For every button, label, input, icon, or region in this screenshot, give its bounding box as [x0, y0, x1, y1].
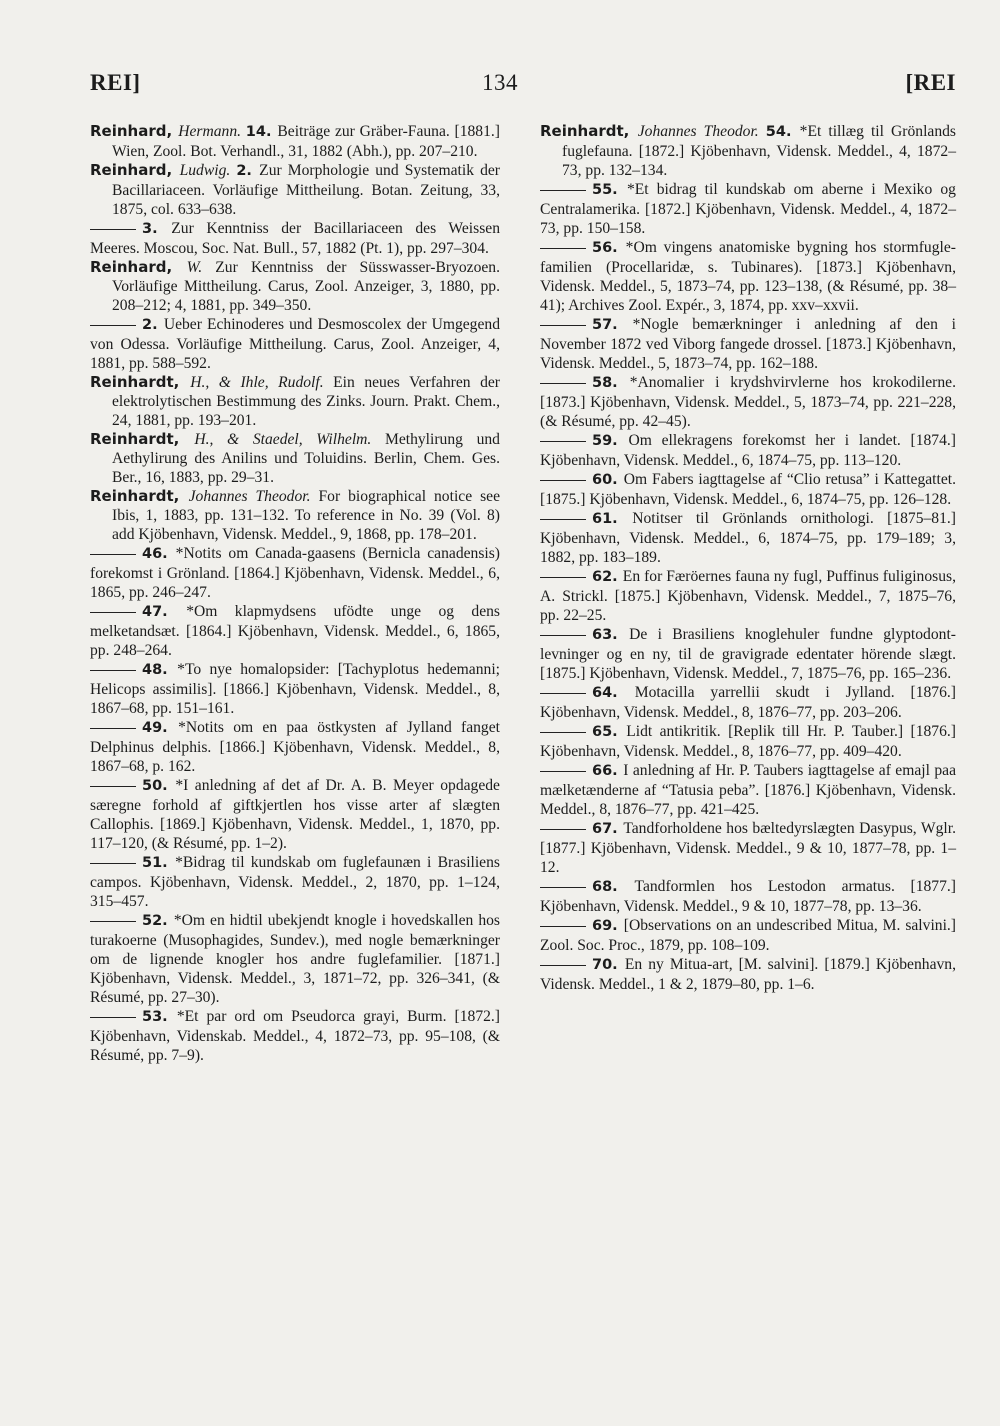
bibliography-entry [540, 683, 956, 722]
ditto-dash [540, 829, 586, 830]
bibliography-entry [540, 625, 956, 683]
entry-number: 2. [236, 163, 260, 179]
entry-number: 63. [592, 627, 630, 643]
ditto-dash [540, 248, 586, 249]
bibliography-entry [90, 602, 500, 660]
bibliography-entry [90, 911, 500, 1007]
entry-number: 2. [142, 317, 164, 333]
bibliography-entry [90, 660, 500, 718]
author-name: Reinhard, [90, 258, 187, 276]
bibliography-entry [90, 544, 500, 602]
entry-text: *Om klapmydsens ufödte unge og dens melketandsæt. [1864.] Kjöbenhavn, Vidensk. Meddel., 6, 1865, pp. 248–264. [90, 603, 500, 659]
author-given-name: W. [186, 259, 216, 276]
entry-number: 51. [142, 855, 176, 871]
entry-number: 53. [142, 1009, 177, 1025]
ditto-dash [540, 771, 586, 772]
right-column [540, 122, 956, 994]
author-name: Reinhard, [90, 122, 179, 140]
ditto-dash [540, 480, 586, 481]
author-given-name: Hermann. [178, 123, 246, 140]
entry-number: 68. [592, 879, 635, 895]
ditto-dash [540, 190, 586, 191]
ditto-dash [90, 554, 136, 555]
author-name: Reinhard, [90, 161, 180, 179]
entry-text: *Anomalier i krydshvirvlerne hos krokodilerne. [1873.] Kjöbenhavn, Vidensk. Meddel., 5, 1873–74, pp. 221–228, (& Résumé, pp. 42–45). [540, 374, 956, 430]
author-name: Reinhardt, [90, 373, 191, 391]
entry-text: Beiträge zur Gräber-Fauna. [1881.] Wien, Zool. Bot. Verhandl., 31, 1882 (Abh.), pp. 207–210. [112, 123, 500, 160]
bibliography-entry [540, 180, 956, 238]
entry-text: *Om vingens anatomiske bygning hos stormfugle-familien (Procellaridæ, s. Tubinares). [1873.] Kjöbenhavn, Vidensk. Meddel., 5, 1873–74, pp. 123–138, (& Résumé, pp. 38–41); Archives Zool. Expér., 3, 1874, pp. xxv–xxvii. [540, 239, 956, 314]
entry-number: 69. [592, 918, 624, 934]
entry-text: Zur Kenntniss der Süsswasser-Bryozoen. Vorläufige Mittheilung. Carus, Zool. Anzeiger, 3, 1880, pp. 208–212; 4, 1881, pp. 349–350. [112, 259, 500, 314]
entry-number: 58. [592, 375, 630, 391]
entry-text: *Et par ord om Pseudorca grayi, Burm. [1872.] Kjöbenhavn, Videnskab. Meddel., 4, 1872–73, pp. 95–108, (& Résumé, pp. 7–9). [90, 1008, 500, 1064]
ditto-dash [540, 577, 586, 578]
entry-text: Motacilla yarrellii skudt i Jylland. [1876.] Kjöbenhavn, Vidensk. Meddel., 8, 1876–77, pp. 203–206. [540, 684, 956, 721]
entry-text: I anledning af Hr. P. Taubers iagttagelse af emajl paa mælketænderne af “Tatusia peba”. [1876.] Kjöbenhavn, Vidensk. Meddel., 8, 1876–77, pp. 421–425. [540, 762, 956, 818]
ditto-dash [90, 786, 136, 787]
entry-text: Ein neues Verfahren der elektrolytischen Bestimmung des Zinks. Journ. Prakt. Chem., 24, 1881, pp. 193–201. [112, 374, 500, 429]
entry-number: 65. [592, 724, 627, 740]
ditto-dash [540, 926, 586, 927]
entry-number: 61. [592, 511, 633, 527]
entry-text: *Om en hidtil ubekjendt knogle i hovedskallen hos turakoerne (Musophagides, Sundev.), med nogle bemærkninger om de lignende knogler hos andre fuglefamilier. [1871.] Kjöbenhavn, Vidensk. Meddel., 3, 1871–72, pp. 326–341, (& Résumé, pp. 27–30). [90, 912, 500, 1006]
header-left-key: REI] [90, 70, 141, 95]
bibliography-entry [540, 238, 956, 315]
entry-number: 55. [592, 182, 627, 198]
author-name: Reinhardt, [90, 430, 195, 448]
ditto-dash [90, 229, 136, 230]
bibliography-entry [540, 470, 956, 509]
ditto-dash [90, 863, 136, 864]
entry-text: *Notits om Canada-gaasens (Bernicla canadensis) forekomst i Grönland. [1864.] Kjöbenhavn, Vidensk. Meddel., 6, 1865, pp. 246–247. [90, 545, 500, 601]
bibliography-entry [90, 258, 500, 315]
entry-text: Tandforholdene hos bæltedyrslægten Dasypus, Wglr. [1877.] Kjöbenhavn, Vidensk. Meddel., 9 & 10, 1877–78, pp. 1–12. [540, 820, 956, 876]
bibliography-entry [540, 509, 956, 567]
entry-text: *Nogle bemærkninger i anledning af den i November 1872 ved Viborg fangede drossel. [1873.] Kjöbenhavn, Vidensk. Meddel., 5, 1873–74, pp. 162–188. [540, 316, 956, 372]
ditto-dash [90, 728, 136, 729]
entry-number: 49. [142, 720, 179, 736]
bibliography-entry [90, 853, 500, 911]
bibliography-entry [540, 761, 956, 819]
bibliography-entry [90, 315, 500, 373]
entry-number: 48. [142, 662, 178, 678]
bibliography-entry [540, 373, 956, 431]
entry-number: 3. [142, 221, 172, 237]
entry-number: 56. [592, 240, 626, 256]
entry-number: 14. [245, 124, 278, 140]
ditto-dash [540, 887, 586, 888]
entry-text: En ny Mitua-art, [M. salvini]. [1879.] Kjöbenhavn, Vidensk. Meddel., 1 & 2, 1879–80, pp. 1–6. [540, 956, 956, 993]
entry-number: 67. [592, 821, 624, 837]
author-given-name: Ludwig. [179, 162, 237, 179]
entry-text: Ueber Echinoderes und Desmoscolex der Umgegend von Odessa. Vorläufige Mittheilung. Carus, Zool. Anzeiger, 4, 1881, pp. 588–592. [90, 316, 500, 372]
bibliography-entry [540, 567, 956, 625]
ditto-dash [90, 1017, 136, 1018]
entry-text: [Observations on an undescribed Mitua, M. salvini.] Zool. Soc. Proc., 1879, pp. 108–109. [540, 917, 956, 954]
entry-text: *To nye homalopsider: [Tachyplotus hedemanni; Helicops assimilis]. [1866.] Kjöbenhavn, Vidensk. Meddel., 8, 1867–68, pp. 151–161. [90, 661, 500, 717]
bibliography-entry [90, 1007, 500, 1065]
entry-number: 70. [592, 957, 625, 973]
ditto-dash [540, 635, 586, 636]
entry-number: 50. [142, 778, 176, 794]
author-name: Reinhardt, [90, 487, 189, 505]
bibliography-entry [540, 315, 956, 373]
entry-number: 57. [592, 317, 633, 333]
header-right-key: [REI [905, 70, 956, 95]
bibliography-entry [540, 722, 956, 761]
author-given-name: Johannes Theodor. [637, 123, 766, 140]
ditto-dash [540, 383, 586, 384]
author-given-name: H., & Staedel, Wilhelm. [194, 431, 385, 448]
bibliography-entry [90, 161, 500, 219]
entry-text: Zur Kenntniss der Bacillariaceen des Weissen Meeres. Moscou, Soc. Nat. Bull., 57, 1882 (Pt. 1), pp. 297–304. [90, 220, 500, 257]
bibliography-entry [90, 718, 500, 776]
author-given-name: H., & Ihle, Rudolf. [190, 374, 334, 391]
left-column [90, 122, 500, 1065]
entry-number: 54. [765, 124, 800, 140]
bibliography-entry [90, 487, 500, 544]
bibliography-entry [90, 373, 500, 430]
entry-number: 60. [592, 472, 624, 488]
bibliography-entry [540, 877, 956, 916]
bibliography-entry [90, 776, 500, 853]
ditto-dash [90, 670, 136, 671]
entry-text: Tandformlen hos Lestodon armatus. [1877.] Kjöbenhavn, Vidensk. Meddel., 9 & 10, 1877–78, pp. 13–36. [540, 878, 956, 915]
ditto-dash [540, 965, 586, 966]
entry-number: 66. [592, 763, 624, 779]
entry-text: En for Færöernes fauna ny fugl, Puffinus fuliginosus, A. Strickl. [1875.] Kjöbenhavn, Vidensk. Meddel., 7, 1875–76, pp. 22–25. [540, 568, 956, 624]
entry-text: *Et bidrag til kundskab om aberne i Mexiko og Centralamerika. [1872.] Kjöbenhavn, Vidensk. Meddel., 4, 1872–73, pp. 150–158. [540, 181, 956, 237]
entry-text: Lidt antikritik. [Replik till Hr. P. Tauber.] [1876.] Kjöbenhavn, Vidensk. Meddel., 8, 1876–77, pp. 409–420. [540, 723, 956, 760]
ditto-dash [540, 441, 586, 442]
entry-text: Om ellekragens forekomst her i landet. [1874.] Kjöbenhavn, Vidensk. Meddel., 6, 1874–75, pp. 113–120. [540, 432, 956, 469]
entry-number: 64. [592, 685, 635, 701]
ditto-dash [90, 325, 136, 326]
entry-number: 62. [592, 569, 623, 585]
entry-text: *I anledning af det af Dr. A. B. Meyer opdagede særegne forhold af giftkjertlen hos visse arter af slægten Callophis. [1869.] Kjöbenhavn, Vidensk. Meddel., 1, 1870, pp. 117–120, (& Résumé, pp. 1–2). [90, 777, 500, 852]
entry-text: Methylirung und Aethylirung des Anilins und Toluidins. Berlin, Chem. Ges. Ber., 16, 1883, pp. 29–31. [112, 431, 500, 486]
ditto-dash [540, 519, 586, 520]
entry-text: For biographical notice see Ibis, 1, 1883, pp. 131–132. To reference in No. 39 (Vol. 8) add Kjöbenhavn, Vidensk. Meddel., 9, 1868, pp. 178–201. [112, 488, 500, 543]
ditto-dash [540, 325, 586, 326]
bibliography-entry [540, 819, 956, 877]
author-given-name: Johannes Theodor. [188, 488, 319, 505]
entry-text: *Et tillæg til Grönlands fuglefauna. [1872.] Kjöbenhavn, Vidensk. Meddel., 4, 1872–73, pp. 132–134. [562, 123, 956, 179]
ditto-dash [540, 693, 586, 694]
entry-number: 47. [142, 604, 187, 620]
entry-text: Zur Morphologie und Systematik der Bacillariaceen. Vorläufige Mittheilung. Botan. Zeitung, 33, 1875, col. 633–638. [112, 162, 500, 218]
entry-text: *Notits om en paa östkysten af Jylland fanget Delphinus delphis. [1866.] Kjöbenhavn, Vidensk. Meddel., 8, 1867–68, p. 162. [90, 719, 500, 775]
entry-number: 52. [142, 913, 174, 929]
entry-number: 46. [142, 546, 176, 562]
bibliography-entry [540, 122, 956, 180]
ditto-dash [90, 921, 136, 922]
bibliography-entry [540, 955, 956, 994]
bibliography-entry [90, 122, 500, 161]
bibliography-entry [540, 916, 956, 955]
page-number: 134 [482, 70, 518, 95]
entry-text: *Bidrag til kundskab om fuglefaunæn i Brasiliens campos. Kjöbenhavn, Vidensk. Meddel., 2, 1870, pp. 1–124, 315–457. [90, 854, 500, 910]
entry-text: De i Brasiliens knoglehuler fundne glyptodont-levninger og en ny, til de gravigrade edentater hörende slægt. [1875.] Kjöbenhavn, Vidensk. Meddel., 7, 1875–76, pp. 165–236. [540, 626, 956, 682]
bibliography-entry [90, 430, 500, 487]
ditto-dash [540, 732, 586, 733]
author-name: Reinhardt, [540, 122, 638, 140]
entry-number: 59. [592, 433, 629, 449]
entry-text: Notitser til Grönlands ornithologi. [1875–81.] Kjöbenhavn, Vidensk. Meddel., 6, 1874–75, pp. 179–189; 3, 1882, pp. 183–189. [540, 510, 956, 566]
entry-text: Om Fabers iagttagelse af “Clio retusa” i Kattegattet. [1875.] Kjöbenhavn, Vidensk. Meddel., 6, 1874–75, pp. 126–128. [540, 471, 956, 508]
bibliography-entry [540, 431, 956, 470]
ditto-dash [90, 612, 136, 613]
bibliography-entry [90, 219, 500, 258]
